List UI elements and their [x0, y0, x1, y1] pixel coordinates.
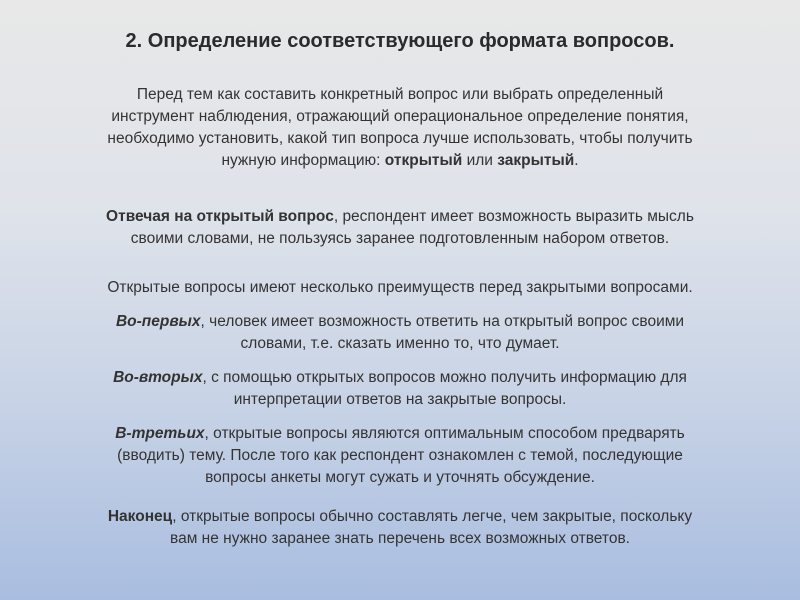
third-rest: , открытые вопросы являются оптимальным способом предварять — [204, 425, 685, 442]
advantages-line: Открытые вопросы имеют несколько преимуществ перед закрытыми вопросами. — [107, 279, 693, 296]
advantage-finally — [0, 506, 800, 550]
third-line-1 — [0, 423, 800, 445]
finally-rest: , открытые вопросы обычно составлять легче, чем закрытые, поскольку — [172, 508, 693, 525]
open-def-rest: , респондент имеет возможность выразить мысль — [333, 208, 694, 225]
intro-line-4-end: . — [574, 152, 579, 169]
intro-line-2: инструмент наблюдения, отражающий операциональное определение понятия, — [111, 108, 689, 125]
open-def-bold: Отвечая на открытый вопрос — [106, 208, 334, 225]
open-type-term: открытый — [384, 152, 463, 169]
third-line-2: (вводить) тему. После того как респондент ознакомлен с темой, последующие — [117, 447, 683, 464]
first-rest: , человек имеет возможность ответить на открытый вопрос своими — [200, 313, 685, 330]
or-text: или — [462, 152, 498, 169]
first-line-1 — [0, 311, 800, 333]
finally-line-1 — [0, 506, 800, 528]
advantage-second — [0, 367, 800, 411]
first-label: Во-первых — [115, 313, 201, 330]
second-line-2: интерпретации ответов на закрытые вопросы. — [233, 391, 567, 408]
second-label: Во-вторых — [113, 369, 203, 386]
closed-type-term: закрытый — [497, 152, 575, 169]
open-def-line-2: своими словами, не пользуясь заранее подготовленным набором ответов. — [130, 230, 670, 247]
open-def-line-1 — [0, 206, 800, 228]
intro-line-3: необходимо установить, какой тип вопроса лучше использовать, чтобы получить — [107, 130, 693, 147]
second-rest: , с помощью открытых вопросов можно получить информацию для — [202, 369, 687, 386]
third-line-3: вопросы анкеты могут сужать и уточнять обсуждение. — [205, 469, 595, 486]
intro-line-4 — [0, 150, 800, 172]
intro-paragraph — [0, 84, 800, 172]
second-line-1 — [0, 367, 800, 389]
first-line-2: словами, т.е. сказать именно то, что думает. — [240, 335, 560, 352]
intro-line-4-text: нужную информацию: — [221, 152, 385, 169]
advantage-first — [0, 311, 800, 355]
slide-title: 2. Определение соответствующего формата вопросов. — [125, 30, 675, 52]
intro-line-1: Перед тем как составить конкретный вопрос или выбрать определенный — [136, 86, 664, 103]
finally-line-2: вам не нужно заранее знать перечень всех возможных ответов. — [170, 530, 630, 547]
advantage-third — [0, 423, 800, 489]
finally-label: Наконец — [107, 508, 173, 525]
open-question-definition — [0, 206, 800, 250]
third-label: В-третьих — [115, 425, 205, 442]
advantages-intro — [0, 277, 800, 299]
